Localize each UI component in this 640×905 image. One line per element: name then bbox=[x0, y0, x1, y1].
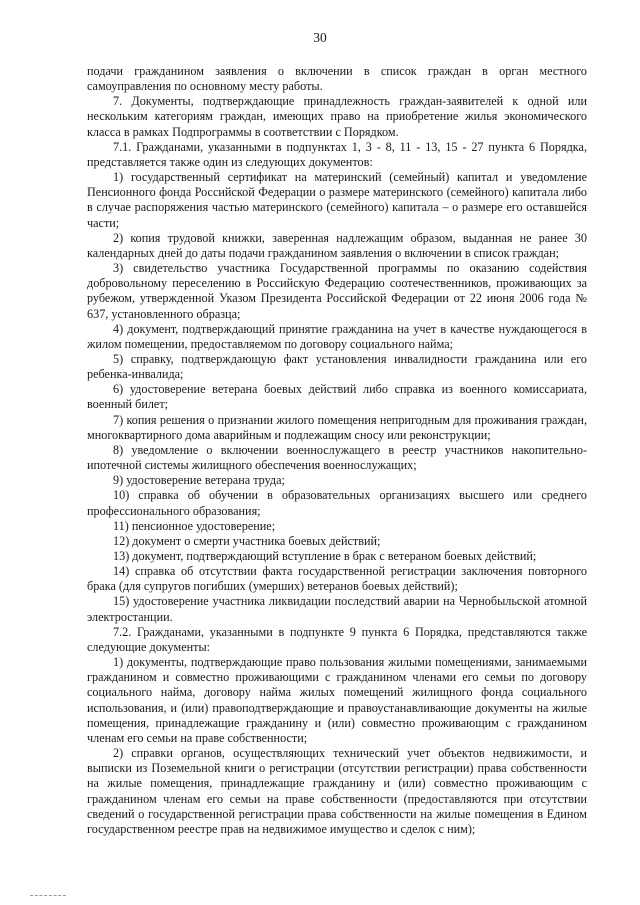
list-item-7-1-4: 4) документ, подтверждающий принятие гражданина на учет в качестве нуждающегося в жилом помещении, предоставляемом по договору социального найма; bbox=[87, 321, 587, 351]
paragraph-7: 7. Документы, подтверждающие принадлежность граждан-заявителей к одной или нескольким категориям граждан, имеющих право на приобретение жилья экономического класса в рамках Подпрограммы в соответствии с Порядком. bbox=[87, 94, 587, 139]
list-item-7-1-11: 11) пенсионное удостоверение; bbox=[113, 518, 276, 533]
list-item-7-1-10: 10) справка об обучении в образовательных организациях высшего или среднего профессионального образования; bbox=[87, 488, 587, 518]
document-body bbox=[87, 64, 587, 837]
list-item-7-1-2: 2) копия трудовой книжки, заверенная надлежащим образом, выданная не ранее 30 календарных дней до даты подачи гражданином заявления о включении в список граждан; bbox=[87, 230, 587, 260]
list-item-7-1-5: 5) справку, подтверждающую факт установления инвалидности гражданина или его ребенка-инвалида; bbox=[87, 351, 587, 382]
list-item-7-2-1: 1) документы, подтверждающие право пользования жилыми помещениями, занимаемыми гражданином и совместно проживающими с гражданином членами его семьи по договору социального найма, договору найма жилых помещений жилищного фонда социального использования, и (или) правоподтверждающие и правоустанавливающие документы на жилые помещения, принадлежащие гражданину и (или) совместно проживающим с гражданином членам его семьи на праве собственности; bbox=[87, 655, 587, 745]
list-item-7-1-9: 9) удостоверение ветерана труда; bbox=[113, 473, 285, 488]
list-item-7-1-12: 12) документ о смерти участника боевых действий; bbox=[113, 533, 381, 548]
page-number: 30 bbox=[313, 30, 327, 45]
list-item-7-2-2: 2) справки органов, осуществляющих технический учет объектов недвижимости, и выписки из Поземельной книги о регистрации (отсутствии регистрации) права собственности на жилые помещения, принадлежащие гражданину и (или) совместно проживающим с гражданином членам его семьи на праве собственности (предоставляются при отсутствии сведений о государственной регистрации права собственности на жилые помещения в Едином государственном реестре прав на недвижимое имущество и сделок с ним); bbox=[87, 746, 587, 836]
list-item-7-1-15: 15) удостоверение участника ликвидации последствий аварии на Чернобыльской атомной электростанции. bbox=[87, 594, 587, 624]
paragraph-7-1: 7.1. Гражданами, указанными в подпунктах 1, 3 - 8, 11 - 13, 15 - 27 пункта 6 Порядка, представляется также один из следующих документов: bbox=[87, 139, 587, 169]
list-item-7-1-14: 14) справка об отсутствии факта государственной регистрации заключения повторного брака (для супругов погибших (умерших) ветеранов боевых действий); bbox=[87, 564, 587, 594]
paragraph-7-2: 7.2. Гражданами, указанными в подпункте 9 пункта 6 Порядка, представляются также следующие документы: bbox=[87, 624, 587, 654]
list-item-7-1-6: 6) удостоверение ветерана боевых действий либо справка из военного комиссариата, военный билет; bbox=[87, 382, 587, 412]
list-item-7-1-3: 3) свидетельство участника Государственной программы по оказанию содействия добровольному переселению в Российскую Федерацию соотечественников, проживающих за рубежом, утвержденной Указом Президента Российской Федерации от 22 июня 2006 года № 637, установленного образца; bbox=[87, 261, 587, 321]
list-item-7-1-1: 1) государственный сертификат на материнский (семейный) капитал и уведомление Пенсионного фонда Российской Федерации о размере материнского (семейного) капитала либо в случае распоряжения частью материнского (семейного) капитала – о размере его оставшейся части; bbox=[87, 170, 587, 230]
list-item-7-1-7: 7) копия решения о признании жилого помещения непригодным для проживания граждан, многоквартирного дома аварийным и подлежащим сносу или реконструкции; bbox=[87, 412, 587, 442]
paragraph-continuation: подачи гражданином заявления о включении в список граждан в орган местного самоуправления по основному месту работы. bbox=[87, 64, 587, 94]
list-item-7-1-13: 13) документ, подтверждающий вступление в брак с ветераном боевых действий; bbox=[113, 549, 537, 563]
list-item-7-1-8: 8) уведомление о включении военнослужащего в реестр участников накопительно-ипотечной системы жилищного обеспечения военнослужащих; bbox=[87, 442, 587, 473]
scan-artifact bbox=[30, 895, 66, 897]
